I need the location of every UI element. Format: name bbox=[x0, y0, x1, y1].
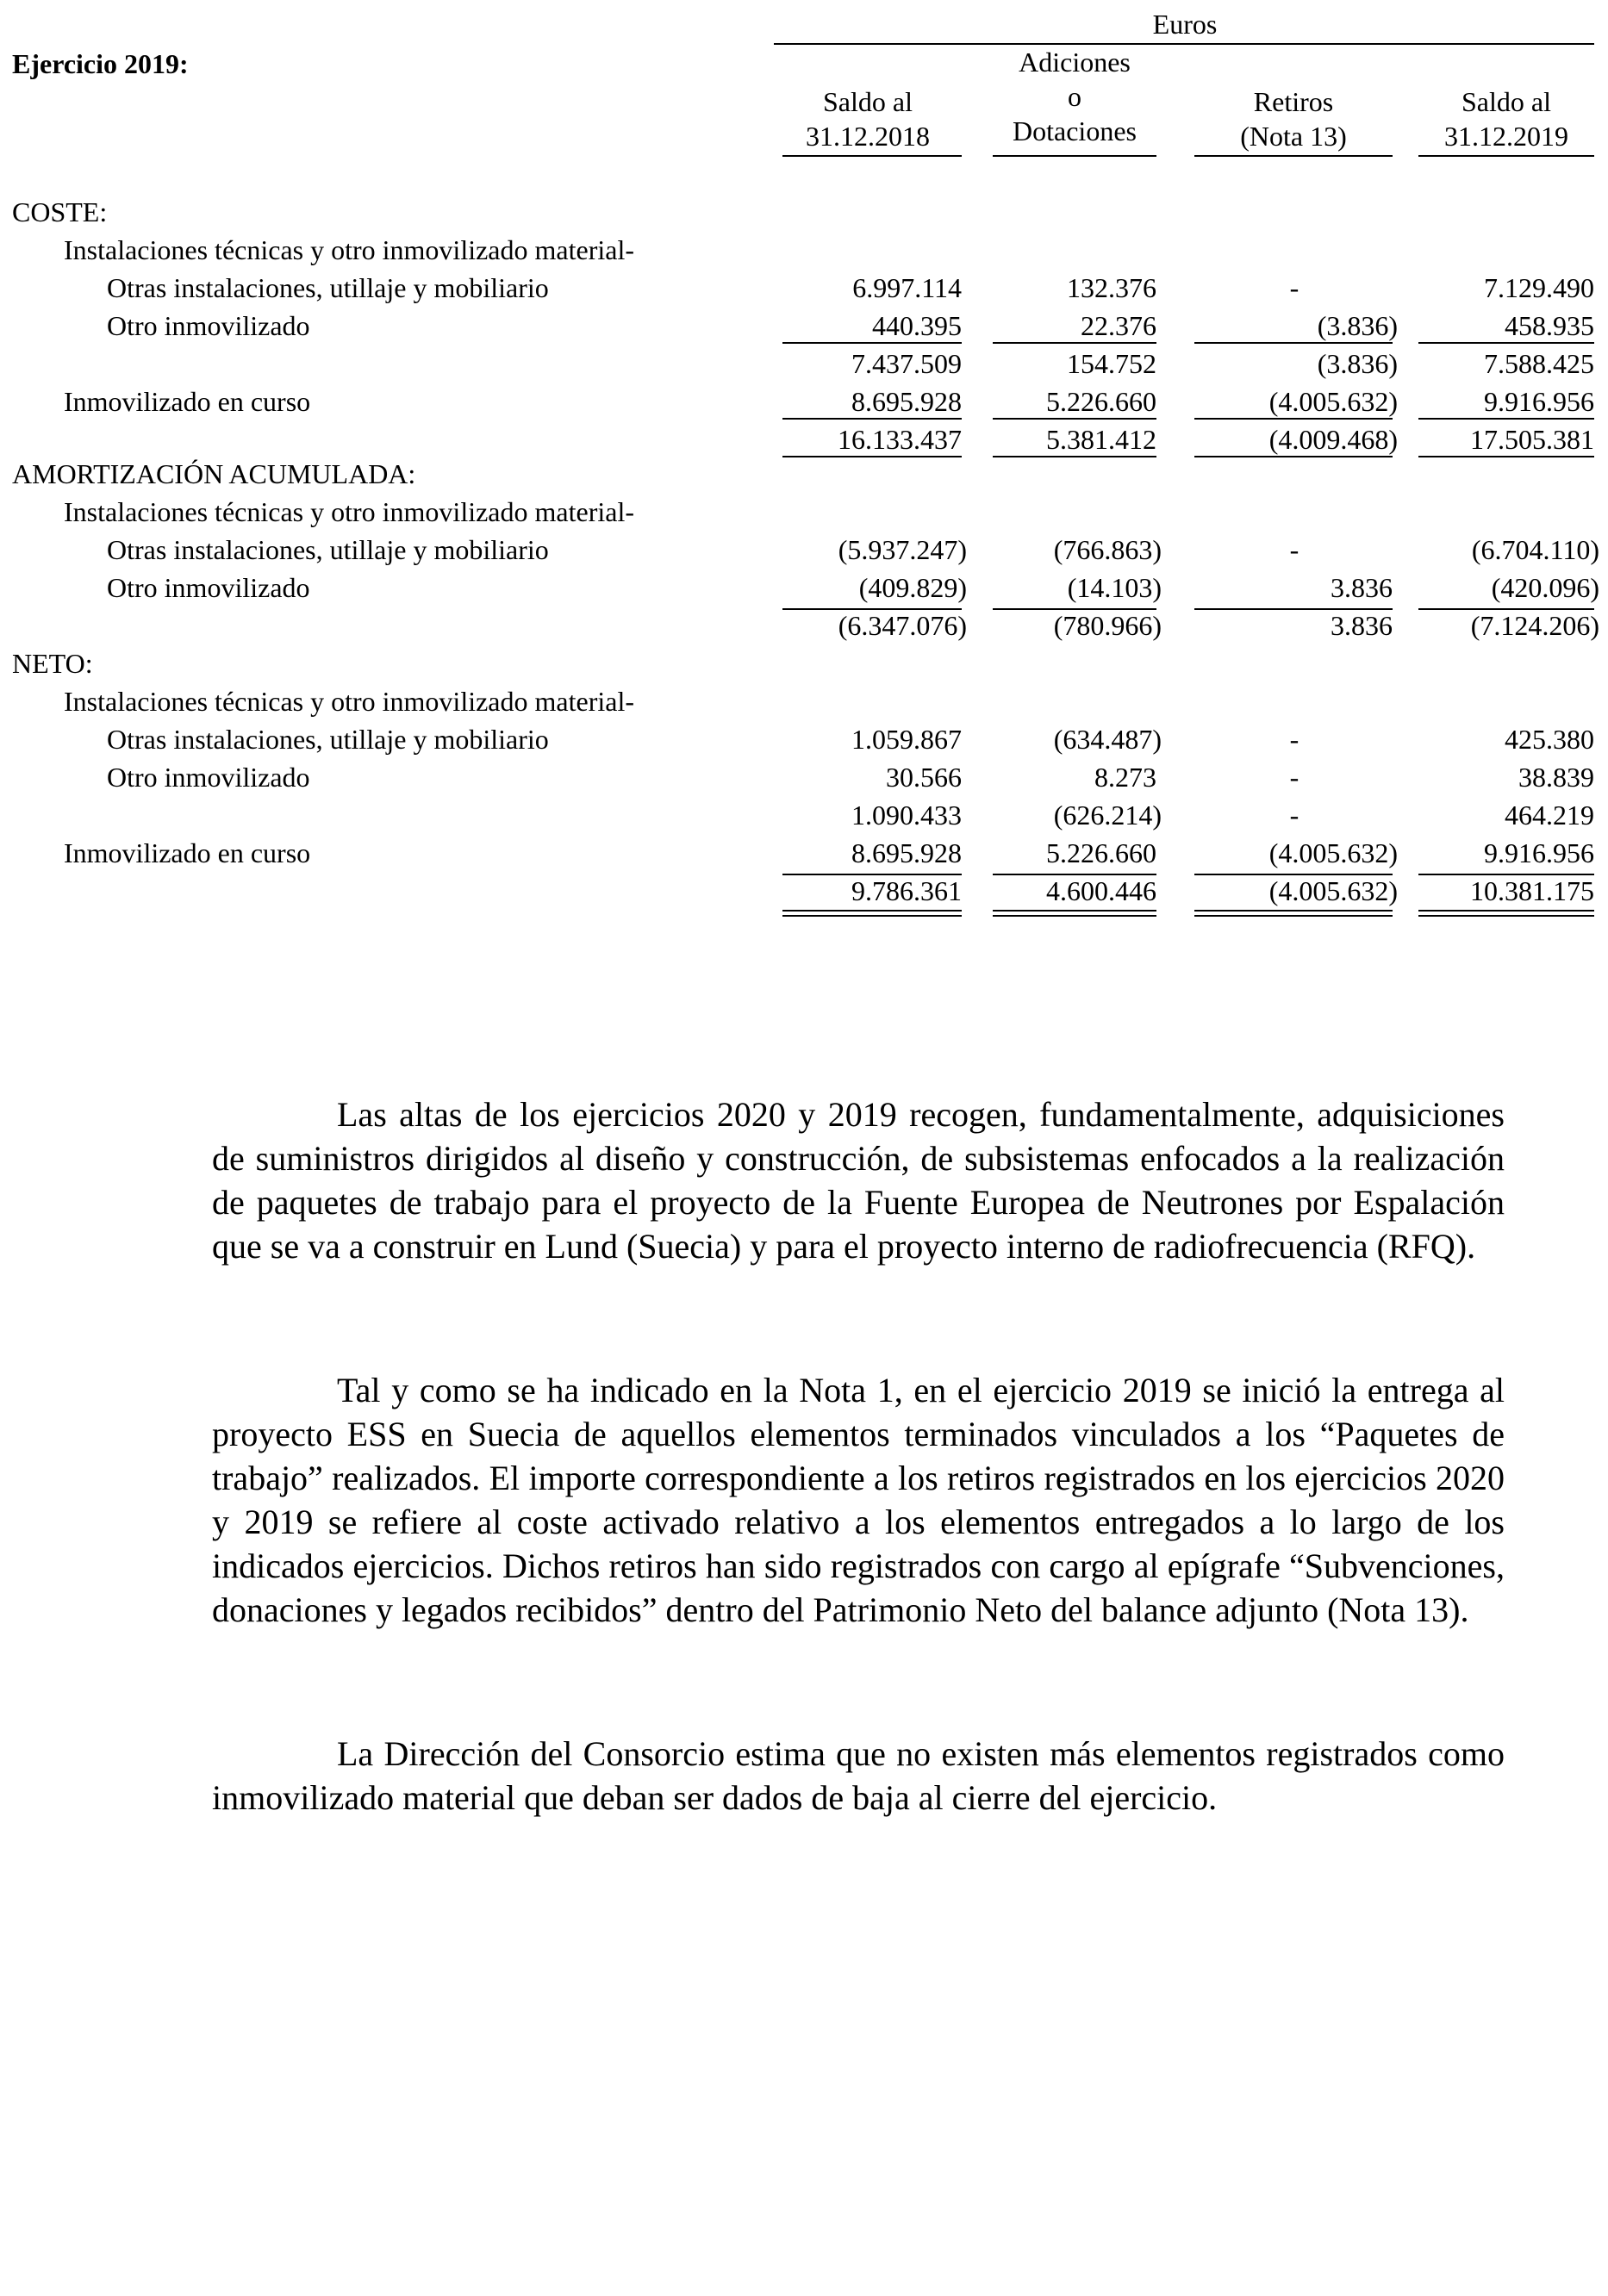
row-label: COSTE: bbox=[12, 196, 108, 227]
col-header-saldo-2019 bbox=[1418, 84, 1594, 153]
subtotal-rule bbox=[1418, 608, 1594, 610]
table-cell: 17.505.381 bbox=[1470, 424, 1594, 455]
table-cell: (409.829) bbox=[858, 572, 967, 603]
col-header-line: Adiciones bbox=[1019, 47, 1131, 78]
col-header-line: 31.12.2018 bbox=[806, 121, 930, 152]
col-header-line: 31.12.2019 bbox=[1444, 121, 1568, 152]
table-cell: (420.096) bbox=[1491, 572, 1599, 603]
table-cell: (3.836) bbox=[1317, 348, 1398, 379]
table-cell: - bbox=[1289, 762, 1299, 793]
total-double-rule bbox=[1418, 910, 1594, 917]
table-cell: - bbox=[1289, 724, 1299, 755]
col-header-line: o bbox=[1068, 81, 1081, 112]
table-cell: - bbox=[1289, 272, 1299, 303]
subtotal-rule bbox=[1194, 418, 1393, 420]
col-header-line: Dotaciones bbox=[1013, 115, 1137, 146]
table-cell: 154.752 bbox=[1067, 348, 1156, 379]
table-cell: 16.133.437 bbox=[838, 424, 962, 455]
subtotal-rule bbox=[1194, 456, 1393, 457]
row-label: Otras instalaciones, utillaje y mobiliario bbox=[107, 534, 549, 565]
table-cell: - bbox=[1289, 534, 1299, 565]
subtotal-rule bbox=[993, 608, 1156, 610]
table-cell: 440.395 bbox=[872, 310, 962, 341]
col-header-line: Saldo al bbox=[1462, 86, 1551, 117]
table-cell: (634.487) bbox=[1053, 724, 1162, 755]
table-cell: 30.566 bbox=[886, 762, 962, 793]
row-label: Inmovilizado en curso bbox=[64, 386, 311, 417]
row-label: Otro inmovilizado bbox=[107, 572, 310, 603]
table-cell: 1.090.433 bbox=[851, 800, 962, 831]
table-cell: 132.376 bbox=[1067, 272, 1156, 303]
subtotal-rule bbox=[1194, 342, 1393, 344]
table-cell: 8.695.928 bbox=[851, 837, 962, 868]
euros-header: Euros bbox=[1152, 9, 1218, 40]
table-cell: (5.937.247) bbox=[838, 534, 967, 565]
subtotal-rule bbox=[993, 874, 1156, 875]
total-double-rule bbox=[782, 910, 962, 917]
table-cell: (766.863) bbox=[1053, 534, 1162, 565]
col-header-line: Saldo al bbox=[823, 86, 913, 117]
row-label: AMORTIZACIÓN ACUMULADA: bbox=[12, 458, 416, 489]
row-label: Otras instalaciones, utillaje y mobiliario bbox=[107, 272, 549, 303]
table-cell: 425.380 bbox=[1505, 724, 1594, 755]
table-cell: - bbox=[1289, 800, 1299, 831]
row-label: Otras instalaciones, utillaje y mobiliario bbox=[107, 724, 549, 755]
col-header-rule bbox=[1418, 155, 1594, 157]
subtotal-rule bbox=[1194, 608, 1393, 610]
table-cell: 8.273 bbox=[1094, 762, 1156, 793]
subtotal-rule bbox=[782, 874, 962, 875]
table-cell: 8.695.928 bbox=[851, 386, 962, 417]
table-cell: 458.935 bbox=[1505, 310, 1594, 341]
col-header-saldo-2018 bbox=[774, 84, 962, 153]
table-cell: 7.588.425 bbox=[1484, 348, 1594, 379]
col-header-line: (Nota 13) bbox=[1240, 121, 1347, 152]
subtotal-rule bbox=[1418, 874, 1594, 875]
table-cell: (626.214) bbox=[1053, 800, 1162, 831]
table-cell: 9.916.956 bbox=[1484, 386, 1594, 417]
subtotal-rule bbox=[782, 342, 962, 344]
table-cell: 464.219 bbox=[1505, 800, 1594, 831]
subtotal-rule bbox=[993, 342, 1156, 344]
total-double-rule bbox=[993, 910, 1156, 917]
table-cell: 7.437.509 bbox=[851, 348, 962, 379]
subtotal-rule bbox=[993, 418, 1156, 420]
subtotal-rule bbox=[1418, 418, 1594, 420]
table-cell: (4.005.632) bbox=[1268, 837, 1398, 868]
subtotal-rule bbox=[782, 456, 962, 457]
row-label: Instalaciones técnicas y otro inmovilizado material- bbox=[64, 496, 634, 527]
col-header-adiciones bbox=[993, 45, 1156, 148]
row-label: NETO: bbox=[12, 648, 93, 679]
table-cell: (780.966) bbox=[1053, 610, 1162, 641]
row-label: Instalaciones técnicas y otro inmovilizado material- bbox=[64, 686, 634, 717]
col-header-retiros bbox=[1194, 84, 1393, 153]
table-cell: (4.005.632) bbox=[1268, 386, 1398, 417]
table-cell: (7.124.206) bbox=[1470, 610, 1599, 641]
paragraph-altas: Las altas de los ejercicios 2020 y 2019 recogen, fundamentalmente, adquisiciones de suministros dirigidos al diseño y construcción, de subsistemas enfocados a la realización de paquetes de trabajo para el proyecto de la Fuente Europea de Neutrones por Espalación que se va a construir en Lund (Suecia) y para el proyecto interno de radiofrecuencia (RFQ). bbox=[212, 1095, 1505, 1266]
row-label: Otro inmovilizado bbox=[107, 762, 310, 793]
table-cell: (3.836) bbox=[1317, 310, 1398, 341]
paragraph-retiros: Tal y como se ha indicado en la Nota 1, en el ejercicio 2019 se inició la entrega al proyecto ESS en Suecia de aquellos elementos terminados vinculados a los “Paquetes de trabajo” realizados. El importe correspondiente a los retiros registrados en los ejercicios 2020 y 2019 se refiere al coste activado relativo a los elementos entregados a lo largo de los indicados ejercicios. Dichos retiros han sido registrados con cargo al epígrafe “Subvenciones, donaciones y legados recibidos” dentro del Patrimonio Neto del balance adjunto (Nota 13). bbox=[212, 1371, 1505, 1629]
subtotal-rule bbox=[1418, 456, 1594, 457]
subtotal-rule bbox=[782, 608, 962, 610]
row-label: Instalaciones técnicas y otro inmovilizado material- bbox=[64, 234, 634, 265]
col-header-line: Retiros bbox=[1253, 86, 1334, 117]
table-cell: (4.005.632) bbox=[1268, 875, 1398, 906]
paragraph-direccion: La Dirección del Consorcio estima que no existen más elementos registrados como inmovilizado material que deban ser dados de baja al cierre del ejercicio. bbox=[212, 1734, 1505, 1817]
table-cell: 5.381.412 bbox=[1046, 424, 1156, 455]
table-cell: 5.226.660 bbox=[1046, 386, 1156, 417]
row-label: Inmovilizado en curso bbox=[64, 837, 311, 868]
table-cell: 38.839 bbox=[1518, 762, 1594, 793]
total-double-rule bbox=[1194, 910, 1393, 917]
table-cell: 1.059.867 bbox=[851, 724, 962, 755]
table-cell: 5.226.660 bbox=[1046, 837, 1156, 868]
table-cell: 3.836 bbox=[1331, 572, 1393, 603]
table-cell: (6.347.076) bbox=[838, 610, 967, 641]
row-label: Otro inmovilizado bbox=[107, 310, 310, 341]
col-header-rule bbox=[782, 155, 962, 157]
exercise-title: Ejercicio 2019: bbox=[12, 48, 189, 79]
table-cell: 4.600.446 bbox=[1046, 875, 1156, 906]
table-cell: 6.997.114 bbox=[852, 272, 962, 303]
table-cell: 3.836 bbox=[1331, 610, 1393, 641]
table-cell: 22.376 bbox=[1081, 310, 1156, 341]
subtotal-rule bbox=[993, 456, 1156, 457]
table-cell: (4.009.468) bbox=[1268, 424, 1398, 455]
subtotal-rule bbox=[1194, 874, 1393, 875]
euros-rule bbox=[774, 43, 1594, 45]
subtotal-rule bbox=[782, 418, 962, 420]
col-header-rule bbox=[1194, 155, 1393, 157]
table-cell: 10.381.175 bbox=[1470, 875, 1594, 906]
subtotal-rule bbox=[1418, 342, 1594, 344]
col-header-rule bbox=[993, 155, 1156, 157]
table-cell: 9.786.361 bbox=[851, 875, 962, 906]
table-cell: 7.129.490 bbox=[1484, 272, 1594, 303]
table-cell: (14.103) bbox=[1067, 572, 1162, 603]
table-cell: (6.704.110) bbox=[1471, 534, 1599, 565]
table-cell: 9.916.956 bbox=[1484, 837, 1594, 868]
